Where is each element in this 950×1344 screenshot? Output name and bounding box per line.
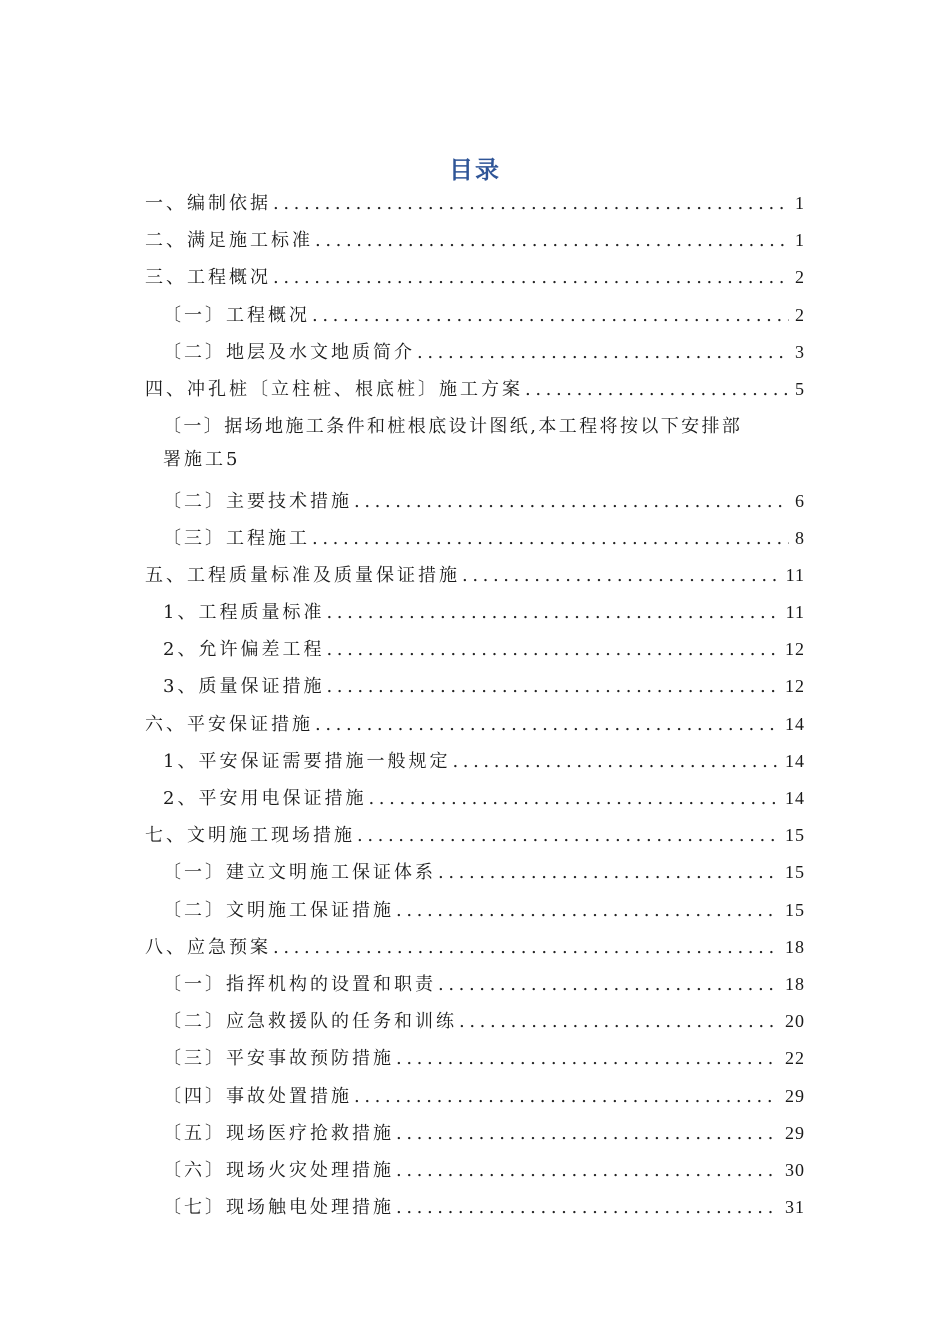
- toc-entry-label: 〔一〕指挥机构的设置和职责: [163, 973, 436, 995]
- toc-entry-label: 〔二〕应急救援队的任务和训练: [163, 1011, 457, 1033]
- toc-entry-page: 8: [795, 527, 805, 548]
- dot-leader: [315, 706, 779, 743]
- toc-entry[interactable]: [145, 743, 805, 780]
- toc-entry[interactable]: [145, 631, 805, 668]
- toc-entry-label: 〔二〕地层及水文地质简介: [163, 341, 415, 363]
- toc-entry[interactable]: [145, 185, 805, 222]
- toc-entry-label: 〔五〕现场医疗抢救措施: [163, 1122, 394, 1144]
- toc-entry-label: 〔三〕平安事故预防措施: [163, 1048, 394, 1070]
- toc-entry[interactable]: [145, 371, 805, 408]
- dot-leader: [396, 1115, 779, 1152]
- toc-entry-page: 20: [785, 1011, 805, 1032]
- toc-entry-page: 1: [795, 230, 805, 251]
- toc-entry[interactable]: [145, 259, 805, 296]
- toc-entry[interactable]: [145, 520, 805, 557]
- toc-title: 目录: [449, 156, 501, 184]
- toc-entry-label: 〔一〕建立文明施工保证体系: [163, 862, 436, 884]
- dot-leader: [396, 892, 779, 929]
- dot-leader: [459, 1003, 779, 1040]
- toc-entry-label: 四、冲孔桩〔立柱桩、根底桩〕施工方案: [145, 378, 523, 400]
- toc-entry-page: 14: [785, 713, 805, 734]
- toc-entry-label: 五、工程质量标准及质量保证措施: [145, 564, 460, 586]
- dot-leader: [396, 1189, 779, 1226]
- dot-leader: [326, 631, 779, 668]
- toc-entry-page: 29: [785, 1085, 805, 1106]
- toc-entry[interactable]: [145, 1078, 805, 1115]
- toc-entry-label: 二、满足施工标准: [145, 230, 313, 252]
- dot-leader: [273, 259, 789, 296]
- toc-entry-page: 5: [795, 378, 805, 399]
- toc-entry[interactable]: [145, 1189, 805, 1226]
- toc-entry-page: 1: [795, 193, 805, 213]
- toc-entry[interactable]: [145, 966, 805, 1003]
- toc-entry-page: 12: [785, 676, 805, 697]
- toc-entry-label: 2、平安用电保证措施: [163, 788, 367, 809]
- toc-entry-page: 3: [795, 341, 805, 362]
- dot-leader: [315, 222, 789, 259]
- dot-leader: [312, 520, 789, 557]
- toc-entry-label-line2: 署施工: [163, 449, 226, 471]
- toc-entry[interactable]: [145, 780, 805, 817]
- toc-entry-page: 18: [785, 936, 805, 957]
- table-of-contents: [145, 185, 805, 1226]
- toc-entry-label: 1、工程质量标准: [163, 602, 325, 624]
- toc-entry-page: 6: [795, 490, 805, 511]
- dot-leader: [354, 1078, 779, 1115]
- dot-leader: [462, 557, 780, 594]
- dot-leader: [357, 817, 779, 854]
- toc-entry-page: 15: [785, 862, 805, 883]
- toc-entry-label-line1: 〔一〕据场地施工条件和桩根底设计图纸,本工程将按以下安排部: [163, 416, 743, 438]
- toc-entry[interactable]: [145, 817, 805, 854]
- toc-entry-label: 3、质量保证措施: [163, 676, 325, 698]
- toc-entry-label: 〔三〕工程施工: [163, 527, 310, 549]
- toc-entry[interactable]: [145, 483, 805, 520]
- dot-leader: [312, 297, 789, 334]
- toc-entry[interactable]: [145, 668, 805, 705]
- toc-entry-label: 三、工程概况: [145, 267, 271, 289]
- toc-entry-page: 5: [226, 449, 241, 471]
- toc-entry-label: 〔四〕事故处置措施: [163, 1085, 352, 1107]
- toc-entry[interactable]: [145, 222, 805, 259]
- toc-entry[interactable]: [145, 929, 805, 966]
- toc-entry-page: 30: [785, 1159, 805, 1180]
- dot-leader: [368, 780, 779, 817]
- dot-leader: [326, 594, 779, 631]
- toc-entry[interactable]: [145, 557, 805, 594]
- dot-leader: [438, 854, 779, 891]
- dot-leader: [396, 1152, 779, 1189]
- dot-leader: [273, 929, 779, 966]
- toc-entry-label: 六、平安保证措施: [145, 713, 313, 735]
- dot-leader: [438, 966, 779, 1003]
- toc-entry-label: 1、平安保证需要措施一般规定: [163, 750, 451, 772]
- dot-leader: [354, 483, 789, 520]
- toc-entry[interactable]: [145, 1040, 805, 1077]
- toc-entry-page: 14: [785, 788, 805, 808]
- toc-entry-page: 2: [795, 304, 805, 325]
- toc-entry[interactable]: [145, 1152, 805, 1189]
- toc-entry-label: 七、文明施工现场措施: [145, 825, 355, 847]
- toc-entry-page: 2: [795, 267, 805, 288]
- toc-entry-label: 2、允许偏差工程: [163, 639, 325, 661]
- toc-entry[interactable]: [145, 854, 805, 891]
- toc-entry-page: 29: [785, 1122, 805, 1143]
- toc-entry-page: 12: [785, 639, 805, 660]
- dot-leader: [452, 743, 779, 780]
- toc-entry[interactable]: [145, 706, 805, 743]
- toc-entry-label: 八、应急预案: [145, 936, 271, 958]
- dot-leader: [273, 185, 789, 222]
- toc-entry[interactable]: [145, 1115, 805, 1152]
- toc-entry-label: 〔一〕工程概况: [163, 304, 310, 326]
- toc-entry[interactable]: [145, 408, 805, 482]
- toc-entry-page: 15: [785, 825, 805, 846]
- dot-leader: [525, 371, 789, 408]
- toc-entry-label: 一、编制依据: [145, 193, 271, 214]
- dot-leader: [417, 334, 789, 371]
- toc-entry-page: 22: [785, 1048, 805, 1069]
- toc-entry-label: 〔七〕现场触电处理措施: [163, 1197, 394, 1219]
- toc-entry[interactable]: [145, 334, 805, 371]
- toc-entry-page: 14: [785, 750, 805, 771]
- toc-entry[interactable]: [145, 1003, 805, 1040]
- toc-entry[interactable]: [145, 594, 805, 631]
- toc-entry-page: 31: [785, 1197, 805, 1218]
- toc-entry-label: 〔二〕主要技术措施: [163, 490, 352, 512]
- toc-entry-page: 18: [785, 973, 805, 994]
- dot-leader: [396, 1040, 779, 1077]
- toc-entry-label: 〔二〕文明施工保证措施: [163, 899, 394, 921]
- toc-entry-page: 11: [785, 602, 805, 623]
- dot-leader: [326, 668, 779, 705]
- toc-entry[interactable]: [145, 297, 805, 334]
- toc-entry[interactable]: [145, 892, 805, 929]
- toc-entry-page: 15: [785, 899, 805, 920]
- toc-entry-label: 〔六〕现场火灾处理措施: [163, 1159, 394, 1181]
- toc-entry-page: 11: [785, 564, 805, 585]
